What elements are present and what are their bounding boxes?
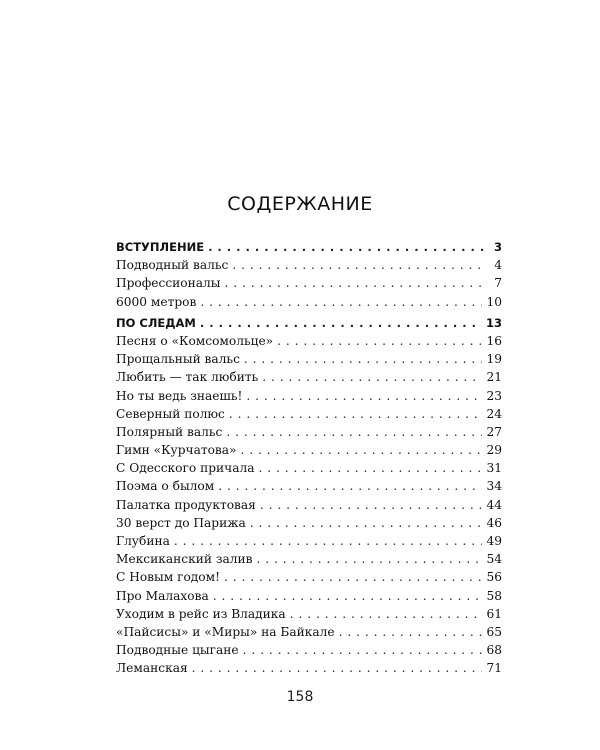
toc-entry bbox=[116, 368, 502, 386]
dot-leader bbox=[259, 459, 483, 477]
toc-entry bbox=[116, 532, 502, 550]
toc-entry-title: Подводный вальс bbox=[116, 258, 229, 273]
toc-entry-title: Любить — так любить bbox=[116, 370, 259, 385]
toc-entry-title: ВСТУПЛЕНИЕ bbox=[116, 240, 205, 254]
toc-entry-page: 46 bbox=[486, 515, 502, 530]
toc-entry bbox=[116, 477, 502, 495]
toc-entry bbox=[116, 623, 502, 641]
toc-entry-page: 71 bbox=[486, 661, 502, 676]
toc-entry-page: 61 bbox=[486, 606, 502, 621]
toc-entry-page: 19 bbox=[486, 352, 502, 367]
toc-entry bbox=[116, 423, 502, 441]
toc-entry-title: Поэма о былом bbox=[116, 479, 215, 494]
page-title: СОДЕРЖАНИЕ bbox=[227, 193, 373, 215]
toc-entry bbox=[116, 496, 502, 514]
toc-entry bbox=[116, 332, 502, 350]
toc-entry-title: Мексиканский залив bbox=[116, 552, 253, 567]
toc-entry-page: 3 bbox=[493, 240, 502, 254]
table-of-contents bbox=[116, 238, 502, 678]
toc-entry-page: 4 bbox=[494, 258, 502, 273]
toc-entry-title: Подводные цыгане bbox=[116, 643, 239, 658]
dot-leader bbox=[192, 659, 483, 677]
dot-leader bbox=[243, 641, 483, 659]
toc-entry-page: 27 bbox=[486, 424, 502, 439]
toc-entry-page: 49 bbox=[486, 534, 502, 548]
toc-entry-title: Северный полюс bbox=[116, 406, 225, 421]
dot-leader bbox=[250, 514, 483, 532]
toc-entry-page: 44 bbox=[486, 497, 502, 512]
toc-entry bbox=[116, 405, 502, 423]
page-number: 158 bbox=[286, 689, 314, 705]
dot-leader bbox=[213, 587, 483, 605]
toc-entry bbox=[116, 459, 502, 477]
dot-leader bbox=[174, 532, 483, 550]
toc-entry bbox=[116, 587, 502, 605]
toc-entry bbox=[116, 350, 502, 368]
toc-entry-title: Но ты ведь знаешь! bbox=[116, 388, 243, 403]
dot-leader bbox=[224, 274, 486, 292]
dot-leader bbox=[226, 423, 482, 441]
toc-entry bbox=[116, 568, 502, 586]
dot-leader bbox=[229, 405, 483, 423]
toc-entry-title: Уходим в рейс из Владика bbox=[116, 606, 286, 621]
toc-entry-page: 10 bbox=[486, 294, 502, 309]
toc-entry bbox=[116, 641, 502, 659]
dot-leader bbox=[262, 368, 482, 386]
toc-entry bbox=[116, 514, 502, 532]
dot-leader bbox=[241, 441, 483, 459]
dot-leader bbox=[218, 477, 482, 495]
toc-entry-title: Леманская bbox=[116, 661, 188, 676]
toc-entry bbox=[116, 659, 502, 677]
toc-section-entry bbox=[116, 314, 502, 332]
toc-entry-title: «Пайсисы» и «Миры» на Байкале bbox=[116, 624, 335, 639]
dot-leader bbox=[200, 293, 482, 311]
dot-leader bbox=[200, 314, 482, 332]
dot-leader bbox=[339, 623, 483, 641]
toc-entry bbox=[116, 387, 502, 405]
toc-entry-title: 6000 метров bbox=[116, 294, 197, 309]
toc-entry bbox=[116, 550, 502, 568]
toc-entry-title: 30 верст до Парижа bbox=[116, 515, 246, 530]
toc-entry-title: Гимн «Курчатова» bbox=[116, 443, 237, 458]
toc-entry-page: 21 bbox=[486, 370, 502, 385]
toc-entry-page: 58 bbox=[486, 588, 502, 603]
dot-leader bbox=[256, 550, 482, 568]
toc-entry-title: С Новым годом! bbox=[116, 570, 221, 585]
dot-leader bbox=[208, 238, 486, 256]
toc-entry bbox=[116, 274, 502, 292]
dot-leader bbox=[224, 568, 482, 586]
dot-leader bbox=[290, 605, 483, 623]
toc-entry-page: 24 bbox=[486, 406, 502, 421]
toc-entry-page: 34 bbox=[486, 479, 502, 494]
dot-leader bbox=[244, 350, 483, 368]
toc-entry-title: Профессионалы bbox=[116, 276, 221, 291]
dot-leader bbox=[260, 496, 483, 514]
dot-leader bbox=[232, 256, 486, 274]
toc-entry-page: 7 bbox=[494, 276, 502, 291]
toc-entry-title: Глубина bbox=[116, 534, 170, 548]
toc-entry-page: 31 bbox=[486, 461, 502, 476]
toc-entry-page: 68 bbox=[486, 643, 502, 658]
toc-entry-page: 65 bbox=[486, 624, 502, 639]
toc-entry-page: 54 bbox=[486, 552, 502, 567]
dot-leader bbox=[246, 387, 482, 405]
toc-entry-page: 16 bbox=[486, 333, 502, 348]
toc-section-entry bbox=[116, 238, 502, 256]
toc-entry-title: ПО СЛЕДАМ bbox=[116, 315, 196, 330]
toc-entry-title: Прощальный вальс bbox=[116, 352, 240, 367]
toc-entry-title: Полярный вальс bbox=[116, 424, 223, 439]
toc-entry-page: 23 bbox=[486, 388, 502, 403]
toc-entry-page: 13 bbox=[485, 315, 502, 330]
toc-entry-title: Палатка продуктовая bbox=[116, 497, 256, 512]
toc-entry-title: Про Малахова bbox=[116, 588, 209, 603]
toc-entry bbox=[116, 293, 502, 311]
toc-entry-page: 29 bbox=[486, 443, 502, 458]
toc-entry bbox=[116, 605, 502, 623]
toc-entry-title: Песня о «Комсомольце» bbox=[116, 333, 274, 348]
dot-leader bbox=[277, 332, 482, 350]
toc-entry bbox=[116, 256, 502, 274]
toc-entry-page: 56 bbox=[486, 570, 502, 585]
toc-entry bbox=[116, 441, 502, 459]
toc-entry-title: С Одесского причала bbox=[116, 461, 255, 476]
